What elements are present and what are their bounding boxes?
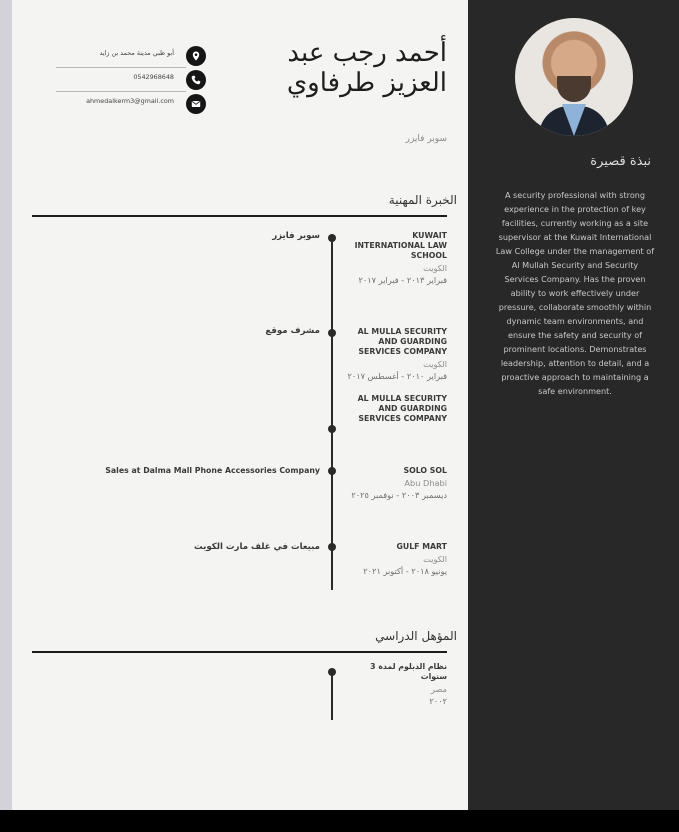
email-icon [186, 94, 206, 114]
experience-company: AL MULLA SECURITY AND GUARDING SERVICES COMPANY [357, 327, 447, 356]
contact-address [56, 44, 196, 68]
experience-heading: الخبرة المهنية [388, 193, 457, 207]
timeline-dot [328, 668, 336, 676]
education-location: مصر [430, 684, 447, 694]
candidate-name: أحمد رجب عبد العزيز طرفاوي [286, 38, 447, 98]
experience-dates: فبراير ٢٠١٠ - أغسطس ٢٠١٧ [347, 371, 447, 381]
experience-timeline [331, 236, 333, 590]
contact-email[interactable] [56, 92, 196, 116]
timeline-dot [328, 329, 336, 337]
experience-role: مبيعات في غلف مارت الكويت [194, 542, 320, 552]
experience-company: SOLO SOL [403, 466, 447, 475]
timeline-dot [328, 467, 336, 475]
experience-dates: ديسمبر ٢٠٠٣ - نوفمبر ٢٠٢٥ [351, 490, 447, 500]
experience-role: سوبر فايزر [272, 231, 320, 241]
contact-phone[interactable] [56, 68, 196, 92]
phone-text[interactable]: 0542968648 [133, 73, 174, 81]
experience-role: Sales at Dalma Mall Phone Accessories Company [105, 466, 320, 475]
phone-icon [186, 70, 206, 90]
location-pin-icon [186, 46, 206, 66]
education-divider [32, 651, 447, 653]
timeline-dot [328, 425, 336, 433]
timeline-dot [328, 543, 336, 551]
experience-location: الكويت [423, 554, 447, 564]
experience-dates: فبراير ٢٠١٣ - فبراير ٢٠١٧ [358, 275, 447, 285]
about-heading: نبذة قصيرة [590, 154, 651, 169]
experience-company: GULF MART [396, 542, 447, 551]
timeline-dot [328, 234, 336, 242]
experience-company: AL MULLA SECURITY AND GUARDING SERVICES COMPANY [357, 394, 447, 423]
education-heading: المؤهل الدراسي [375, 629, 457, 643]
about-text: A security professional with strong experience in the protection of key facilities, currently working as a site supervisor at the Kuwait International Law College under the management of Al Mullah Security and Security Services Company. Has the proven ability to work effectively under pressure, collaborate smoothly within dynamic team environments, and ensure the safety and security of prominent locations. Demonstrates leadership, attention to detail, and a proactive approach to maintaining a safe environment. [495, 190, 655, 396]
viewer-bottom-bar [0, 810, 679, 832]
education-timeline [331, 672, 333, 720]
profile-photo [515, 18, 633, 136]
experience-location: Abu Dhabi [404, 478, 447, 488]
experience-divider [32, 215, 447, 217]
education-degree: نظام الدبلوم لمدة 3 سنوات [370, 662, 447, 681]
experience-role: مشرف موقع [265, 326, 320, 336]
email-text[interactable]: ahmedalkerm3@gmail.com [86, 97, 174, 105]
address-text: أبو ظبي مدينة محمد بن زايد [99, 49, 174, 57]
experience-company: KUWAIT INTERNATIONAL LAW SCHOOL [354, 231, 447, 260]
photo-beard [557, 76, 591, 102]
experience-location: الكويت [423, 263, 447, 273]
education-date: ٢٠٠٢ [429, 696, 447, 706]
job-title: سوبر فايزر [405, 134, 447, 144]
experience-dates: يونيو ٢٠١٨ - أكتوبر ٢٠٢١ [363, 566, 447, 576]
page-frame [0, 0, 12, 810]
experience-location: الكويت [423, 359, 447, 369]
